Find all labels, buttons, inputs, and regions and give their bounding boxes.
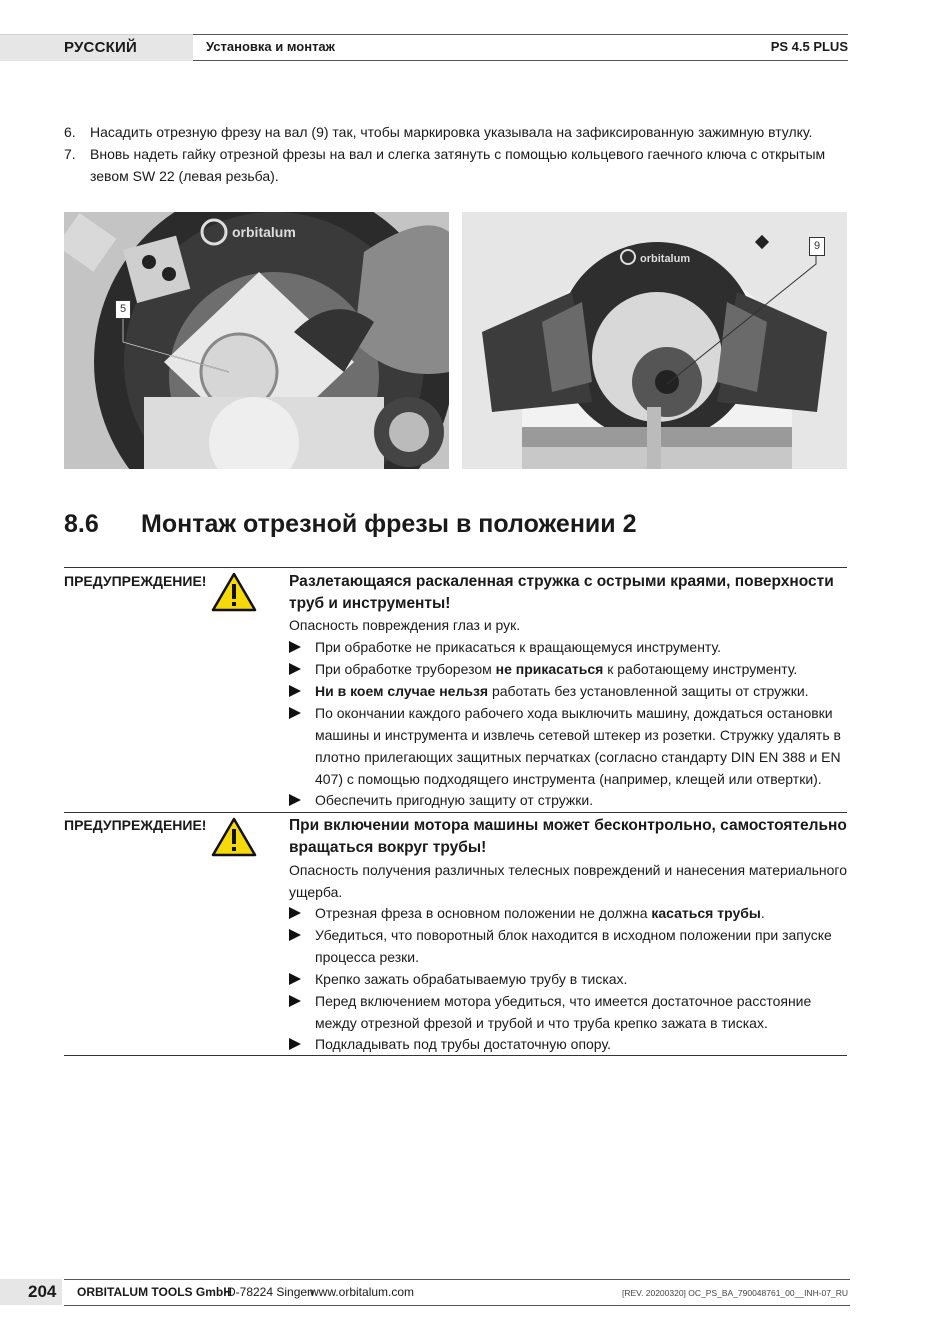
warning-triangle-icon [211, 817, 257, 857]
step-text: Насадить отрезную фрезу на вал (9) так, чтобы маркировка указывала на зафиксированную зажимную втулку. [90, 124, 813, 140]
bullet-arrow-icon [289, 907, 301, 919]
photo-right-brand: orbitalum [640, 253, 691, 265]
section-title: Монтаж отрезной фрезы в положении 2 [141, 510, 637, 538]
warning-title: При включении мотора машины может бесконтрольно, самостоятельно вращаться вокруг трубы! [289, 817, 847, 856]
header-rule-bottom [193, 60, 848, 61]
bullet-arrow-icon [289, 929, 301, 941]
bullet-arrow-icon [289, 707, 301, 719]
step-number: 7. [64, 146, 76, 162]
callout-9: 9 [809, 237, 825, 256]
photo-right-illustration [462, 212, 847, 469]
bullet-arrow-icon [289, 973, 301, 985]
bullet-arrow-icon [289, 663, 301, 675]
bullet-arrow-icon [289, 1038, 301, 1050]
warning-text: Опасность повреждения глаз и рук. [289, 617, 521, 633]
photo-left [64, 212, 449, 469]
warning-rule [64, 812, 847, 813]
warning-rule [64, 1055, 847, 1056]
step-text: Вновь надеть гайку отрезной фрезы на вал и слегка затянуть с помощью кольцевого гаечного ключа с открытым зевом SW 22 (левая резьба). [90, 146, 826, 184]
photo-left-illustration [64, 212, 449, 469]
bullet-arrow-icon [289, 685, 301, 697]
header-language-tab [0, 34, 193, 61]
warning-triangle-icon [211, 572, 257, 612]
step-number: 6. [64, 124, 76, 140]
header-section-title: Установка и монтаж [206, 39, 335, 54]
footer-rule-bottom [64, 1305, 850, 1306]
warning-label: ПРЕДУПРЕЖДЕНИЕ! [64, 817, 207, 833]
warning-text: Опасность получения различных телесных повреждений и нанесения материального ущерба. [289, 862, 848, 900]
page-number: 204 [28, 1282, 57, 1301]
footer-address: D-78224 Singen [227, 1285, 314, 1299]
footer-rule-top [64, 1279, 850, 1280]
bullet-arrow-icon [289, 641, 301, 653]
footer-company: ORBITALUM TOOLS GmbH [77, 1285, 232, 1299]
warning-rule [64, 567, 847, 568]
photo-left-brand: orbitalum [232, 224, 296, 240]
bullet-arrow-icon [289, 794, 301, 806]
header-model: PS 4.5 PLUS [770, 39, 848, 54]
header-rule-top [193, 34, 848, 35]
photo-right [462, 212, 847, 469]
warning-title: Разлетающаяся раскаленная стружка с острыми краями, поверхности труб и инструменты! [289, 573, 834, 612]
footer-website-link[interactable]: www.orbitalum.com [310, 1285, 415, 1299]
bullet-arrow-icon [289, 995, 301, 1007]
footer-revision: [REV. 20200320] OC_PS_BA_790048761_00__INH-07_RU [621, 1288, 848, 1298]
callout-5: 5 [115, 300, 131, 319]
header-language: РУССКИЙ [64, 39, 137, 56]
section-number: 8.6 [64, 510, 99, 538]
warning-label: ПРЕДУПРЕЖДЕНИЕ! [64, 573, 207, 589]
